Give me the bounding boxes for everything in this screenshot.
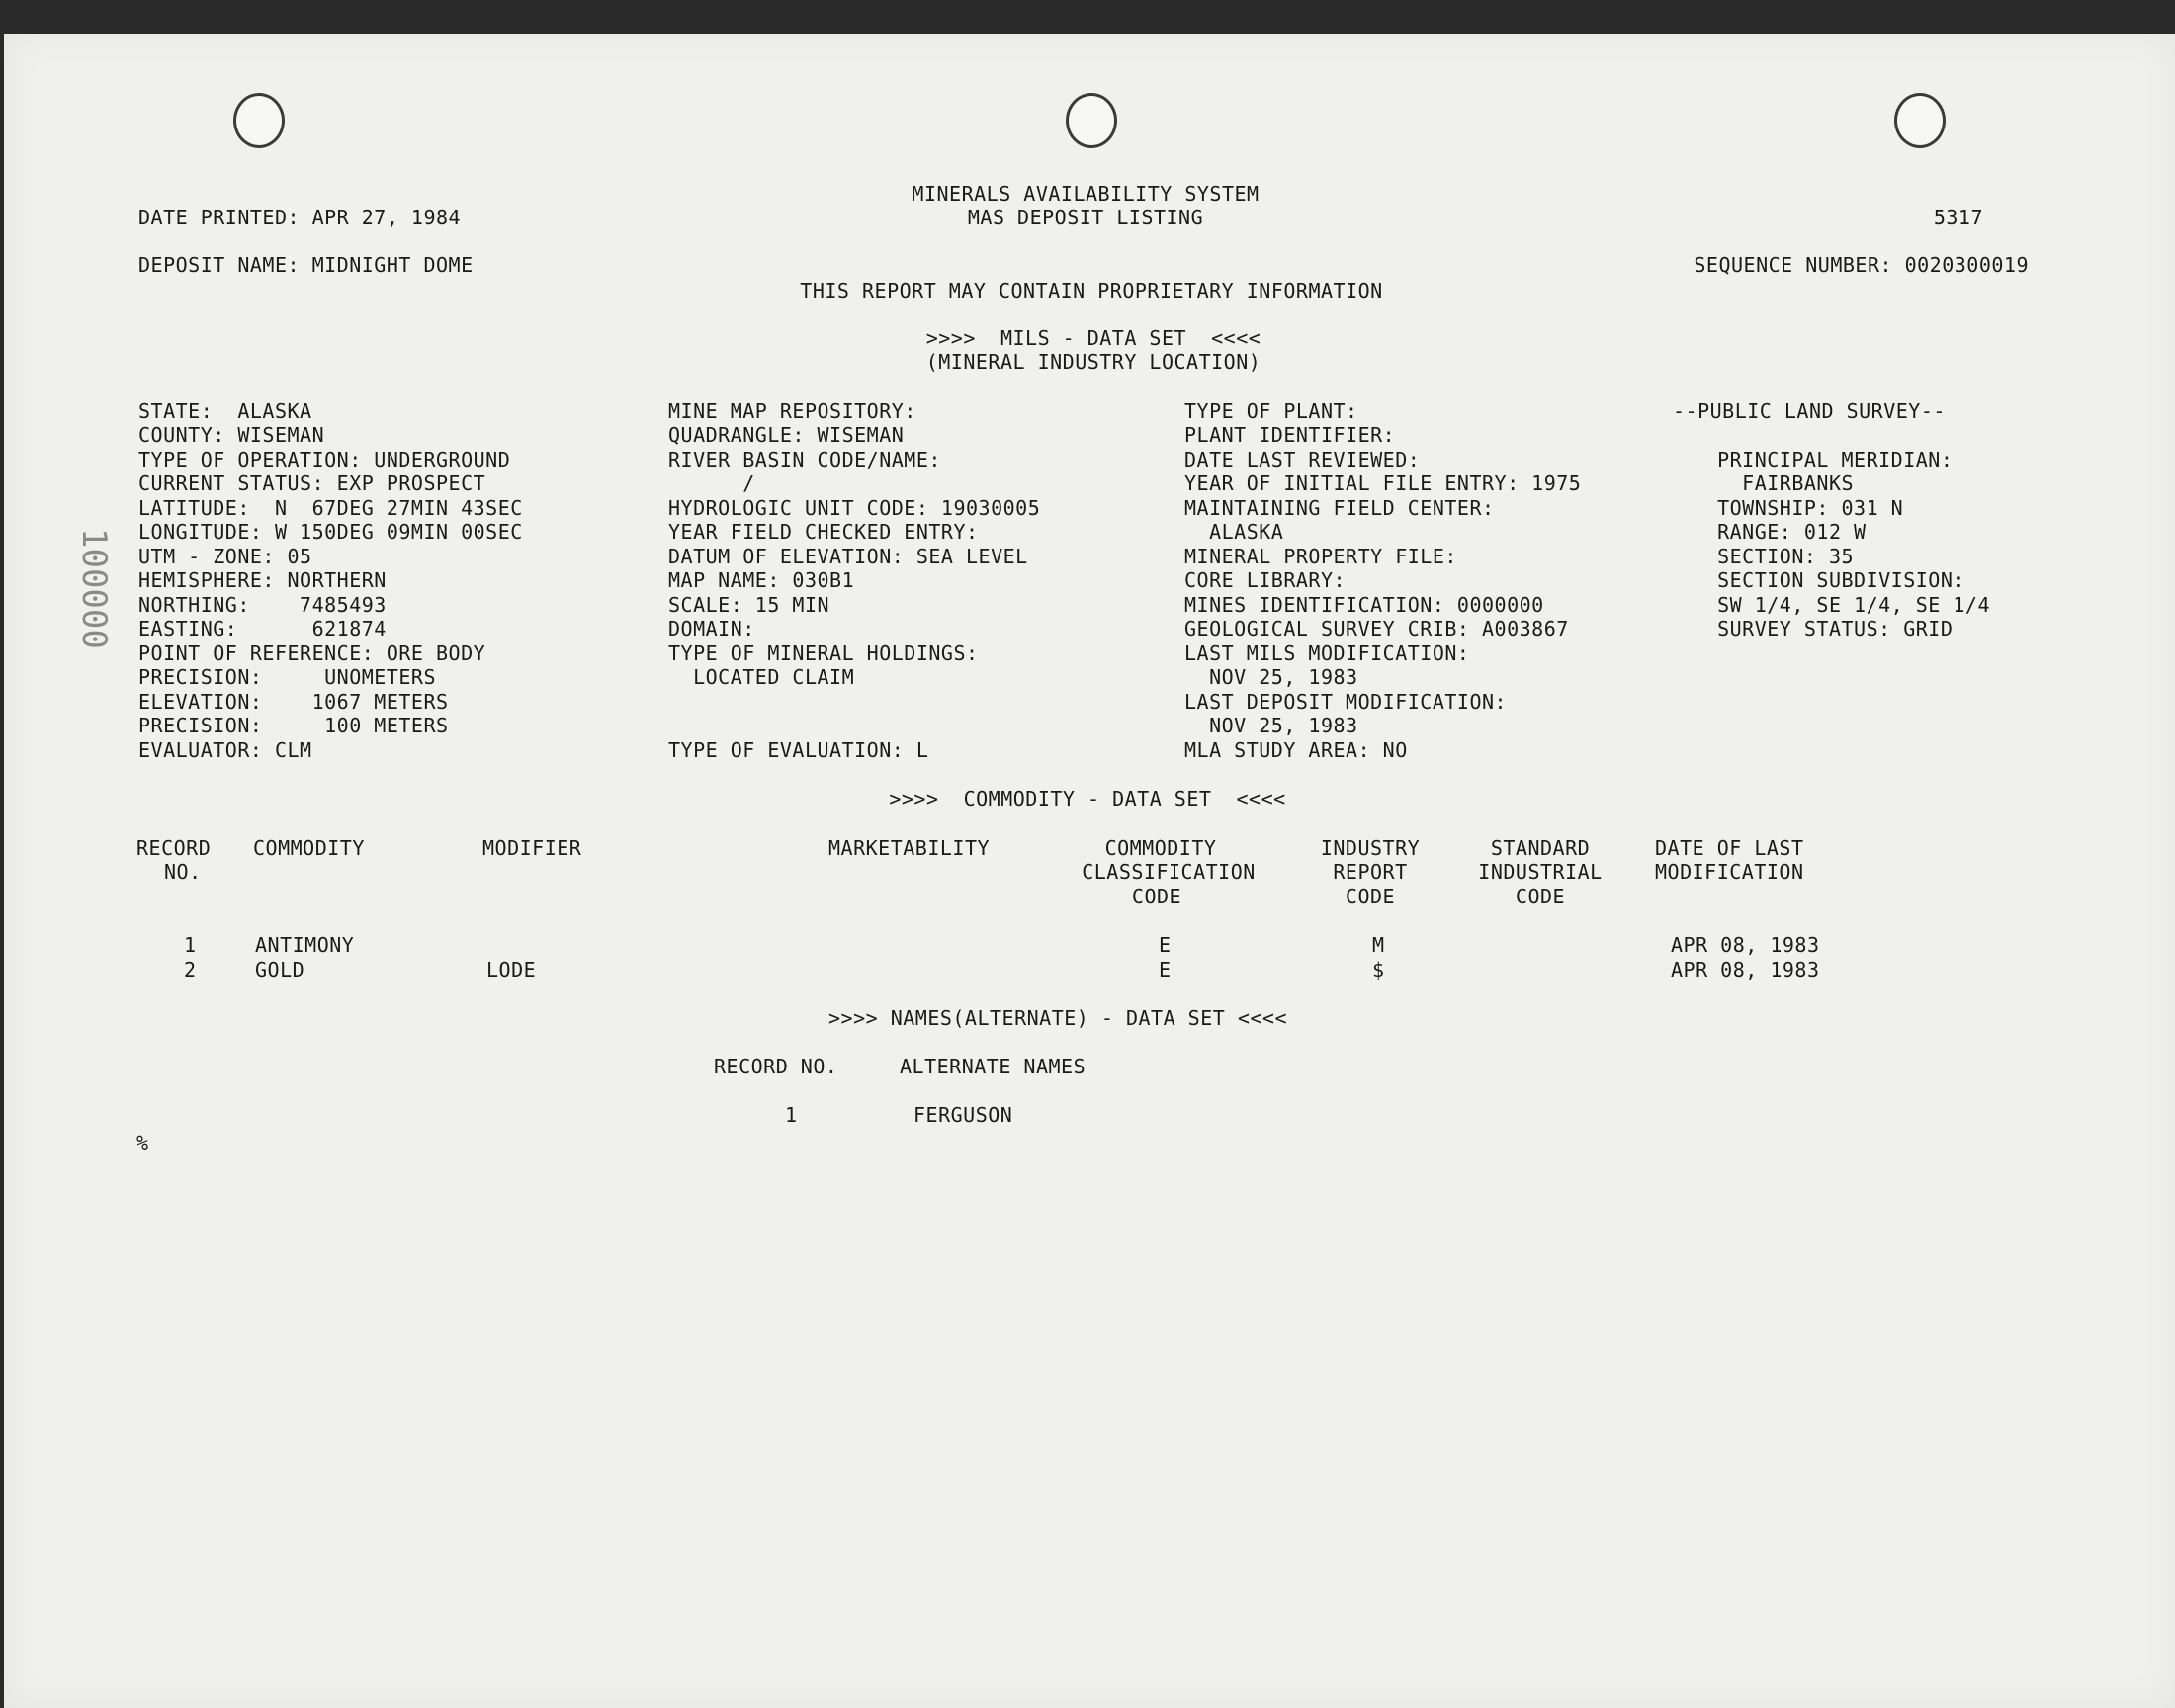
sequence-number: SEQUENCE NUMBER: 0020300019 [1694,253,2029,277]
survey-heading: --PUBLIC LAND SURVEY-- [1673,399,1946,423]
mils-field: PRECISION: UNOMETERS [138,665,436,689]
names-record-no: 1 [785,1103,798,1127]
cell-commodity: ANTIMONY [255,933,355,957]
document-page [4,34,2175,1708]
mils-field: DATE LAST REVIEWED: [1184,448,1421,471]
cell-date: APR 08, 1983 [1671,958,1820,982]
survey-field: SECTION SUBDIVISION: [1693,568,1965,592]
mils-subheading: (MINERAL INDUSTRY LOCATION) [925,350,1262,374]
mils-field: POINT OF REFERENCE: ORE BODY [138,641,486,665]
col-header-industry: CODE [1345,885,1396,908]
mils-field: PLANT IDENTIFIER: [1184,423,1396,447]
survey-field: RANGE: 012 W [1693,520,1867,544]
date-printed: DATE PRINTED: APR 27, 1984 [138,206,462,229]
col-header-sic: CODE [1515,885,1566,908]
mils-field: DOMAIN: [668,617,755,640]
mils-field: HYDROLOGIC UNIT CODE: 19030005 [668,496,1041,520]
cell-date: APR 08, 1983 [1671,933,1820,957]
col-header-class-code: CLASSIFICATION [1082,860,1256,884]
mils-field: MLA STUDY AREA: NO [1184,738,1408,762]
cell-industry-code: $ [1372,958,1385,982]
mils-field: UTM - ZONE: 05 [138,545,312,568]
mils-field: LOCATED CLAIM [668,665,855,689]
mils-field: MAINTAINING FIELD CENTER: [1184,496,1495,520]
col-header-modifier: MODIFIER [482,836,582,860]
mils-field: GEOLOGICAL SURVEY CRIB: A003867 [1184,617,1569,640]
mils-field: NOV 25, 1983 [1184,665,1358,689]
cell-record-no: 2 [184,958,197,982]
mils-field: YEAR OF INITIAL FILE ENTRY: 1975 [1184,471,1582,495]
col-header-commodity: COMMODITY [253,836,365,860]
mils-field: EASTING: 621874 [138,617,387,640]
mils-field: CURRENT STATUS: EXP PROSPECT [138,471,486,495]
cell-modifier: LODE [486,958,537,982]
punch-hole-right [1894,93,1946,148]
cell-record-no: 1 [184,933,197,957]
mils-field: MINE MAP REPOSITORY: [668,399,916,423]
cell-class-code: E [1159,958,1172,982]
mils-field: TYPE OF OPERATION: UNDERGROUND [138,448,511,471]
commodity-heading: >>>> COMMODITY - DATA SET <<<< [889,787,1286,811]
mils-field: MINERAL PROPERTY FILE: [1184,545,1457,568]
col-header-date: MODIFICATION [1655,860,1804,884]
survey-field: SW 1/4, SE 1/4, SE 1/4 [1693,593,1990,617]
mils-field: CORE LIBRARY: [1184,568,1347,592]
mils-field: EVALUATOR: CLM [138,738,312,762]
col-header-sic: INDUSTRIAL [1478,860,1603,884]
deposit-name: DEPOSIT NAME: MIDNIGHT DOME [138,253,474,277]
mils-field: TYPE OF MINERAL HOLDINGS: [668,641,979,665]
mils-field: NORTHING: 7485493 [138,593,387,617]
mils-field: LONGITUDE: W 150DEG 09MIN 00SEC [138,520,523,544]
survey-field: TOWNSHIP: 031 N [1693,496,1904,520]
mils-field: COUNTY: WISEMAN [138,423,325,447]
mils-field: PRECISION: 100 METERS [138,714,449,737]
mils-field: DATUM OF ELEVATION: SEA LEVEL [668,545,1028,568]
names-heading: >>>> NAMES(ALTERNATE) - DATA SET <<<< [827,1006,1288,1030]
footer-mark: % [136,1131,149,1154]
mils-heading: >>>> MILS - DATA SET <<<< [925,326,1262,350]
col-header-date: DATE OF LAST [1655,836,1804,860]
names-header-record: RECORD NO. [714,1055,838,1078]
mils-field: SCALE: 15 MIN [668,593,830,617]
mils-field: MAP NAME: 030B1 [668,568,855,592]
proprietary-notice: THIS REPORT MAY CONTAIN PROPRIETARY INFORMATION [800,279,1383,302]
cell-industry-code: M [1372,933,1385,957]
mils-field: LAST MILS MODIFICATION: [1184,641,1470,665]
alternate-name: FERGUSON [914,1103,1013,1127]
col-header-industry: INDUSTRY [1320,836,1421,860]
mils-field: NOV 25, 1983 [1184,714,1358,737]
col-header-class-code: COMMODITY [1104,836,1217,860]
col-header-record: RECORD [136,836,212,860]
survey-field: SECTION: 35 [1693,545,1855,568]
col-header-sic: STANDARD [1490,836,1591,860]
mils-field: RIVER BASIN CODE/NAME: [668,448,941,471]
mils-field: HEMISPHERE: NORTHERN [138,568,387,592]
cell-commodity: GOLD [255,958,305,982]
mils-field: / [668,471,755,495]
mils-field: TYPE OF PLANT: [1184,399,1358,423]
mils-field: LAST DEPOSIT MODIFICATION: [1184,690,1508,714]
side-stamp: 100000 [74,528,114,649]
punch-hole-left [233,93,285,148]
mils-field: ALASKA [1184,520,1284,544]
col-header-class-code: CODE [1131,885,1182,908]
punch-hole-center [1066,93,1117,148]
mils-field: STATE: ALASKA [138,399,312,423]
mils-field: LATITUDE: N 67DEG 27MIN 43SEC [138,496,523,520]
cell-class-code: E [1159,933,1172,957]
col-header-marketability: MARKETABILITY [828,836,991,860]
survey-field: SURVEY STATUS: GRID [1693,617,1954,640]
report-title: MINERALS AVAILABILITY SYSTEM [912,182,1260,206]
mils-field: ELEVATION: 1067 METERS [138,690,449,714]
col-header-industry: REPORT [1333,860,1408,884]
names-header-names: ALTERNATE NAMES [900,1055,1087,1078]
mils-field: YEAR FIELD CHECKED ENTRY: [668,520,979,544]
col-header-record: NO. [164,860,202,884]
page-number: 5317 [1933,206,1983,229]
mils-field: TYPE OF EVALUATION: L [668,738,929,762]
mils-field: QUADRANGLE: WISEMAN [668,423,905,447]
survey-field: PRINCIPAL MERIDIAN: [1693,448,1954,471]
report-subtitle: MAS DEPOSIT LISTING [967,206,1204,229]
survey-field: FAIRBANKS [1693,471,1855,495]
mils-field: MINES IDENTIFICATION: 0000000 [1184,593,1544,617]
